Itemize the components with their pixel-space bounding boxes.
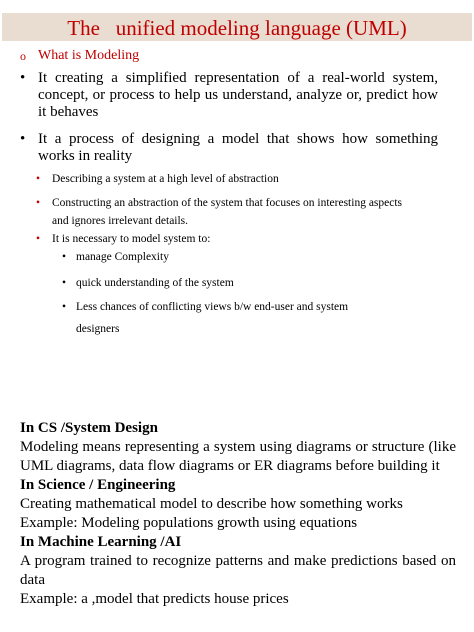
ml-text: A program trained to recognize patterns and make predictions based on data (20, 553, 456, 588)
science-example: Example: Modeling populations growth using equations (20, 515, 358, 531)
sub-sub-bullet-text: manage Complexity (76, 251, 169, 263)
sub-bullet-text: It is necessary to model system to: (52, 233, 211, 245)
ml-example: Example: a ,model that predicts house prices (20, 591, 289, 607)
ml-heading: In Machine Learning /AI (20, 534, 182, 550)
sub-bullet-2 (36, 194, 412, 230)
sub-bullet-text: Describing a system at a high level of abstraction (52, 173, 279, 185)
bullet-icon: • (20, 131, 26, 147)
bullet-icon: • (36, 173, 41, 185)
sub-sub-bullet-3 (62, 296, 392, 340)
bullet-icon: • (62, 301, 67, 313)
cs-heading: In CS /System Design (20, 420, 158, 436)
sub-bullet-1 (36, 170, 412, 188)
bullet-2 (20, 131, 438, 165)
bullet-icon: • (62, 251, 67, 263)
sub-sub-bullet-2 (62, 272, 396, 294)
bullet-icon: • (36, 197, 41, 209)
section-heading-text: What is Modeling (38, 48, 140, 63)
science-text: Creating mathematical model to describe how something works (20, 496, 403, 512)
science-heading: In Science / Engineering (20, 477, 176, 493)
page-title: The unified modeling language (UML) (67, 16, 407, 40)
bullet-text: It a process of designing a model that shows how something works in reality (38, 131, 438, 164)
bullet-1 (20, 70, 438, 121)
sub-bullet-text: Constructing an abstraction of the system that focuses on interesting aspects and ignores irrelevant details. (52, 197, 403, 227)
bullet-icon: • (20, 70, 26, 86)
sub-sub-bullet-text: quick understanding of the system (76, 277, 234, 289)
definitions-block (20, 419, 456, 609)
sub-sub-bullet-text: Less chances of conflicting views b/w end-user and system designers (76, 301, 349, 335)
sub-sub-bullet-1 (62, 246, 396, 268)
bullet-text: It creating a simplified representation of a real-world system, concept, or process to help us understand, analyze or, predict how it behaves (38, 70, 438, 120)
bullet-icon: • (36, 233, 41, 245)
circle-bullet-icon: o (20, 49, 26, 63)
cs-text: Modeling means representing a system using diagrams or structure (like UML diagrams, data flow diagrams or ER diagrams before building it (20, 439, 456, 474)
bullet-icon: • (62, 277, 67, 289)
